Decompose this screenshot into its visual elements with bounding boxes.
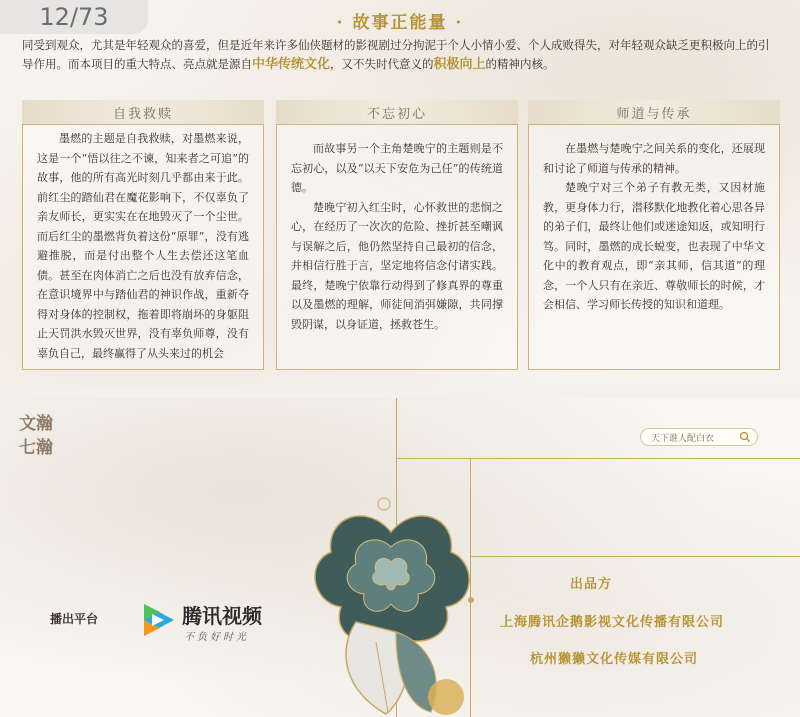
theme-box-original-aspiration [276,100,518,370]
tencent-video-logo [140,596,290,646]
platform-name: 腾讯视频 [182,604,262,628]
theme-box-body [543,139,765,315]
play-icon [140,600,178,640]
platform-slogan: 不负好时光 [184,632,249,643]
search-pill[interactable] [640,428,758,446]
theme-box-body [291,139,503,334]
logo-char: 瀚 [36,414,53,434]
theme-paragraph: 墨燃的主题是自我救赎，对墨燃来说，这是一个“悟以往之不谏，知来者之可追”的故事，他的所有高光时刻几乎都由来于此。前红尘的踏仙君在魔花影响下，不仅辜负了亲友师长，更实实在在地毁灭了一个尘世。而后红尘的墨燃背负着这份“原罪”，没有逃避推脱，而是付出整个人生去偿还这笔血债。甚至在肉体消亡之后也没有放弃信念，在意识境界中与踏仙君的神识作战，重新夺得对身体的控制权，拖着即将崩坏的身躯阻止天罚洪水毁灭世界，没有辜负师尊，没有辜负自己，最终赢得了从头来过的机会 [37,132,249,360]
theme-box-title: 自我救赎 [22,100,264,125]
theme-box-body [37,129,249,363]
theme-paragraph: 楚晚宁初入红尘时，心怀救世的悲悯之心，在经历了一次次的危险、挫折甚至嘲讽与误解之后，他仍然坚持自己最初的信念，并相信行胜于言，坚定地将信念付诸实践。最终，楚晚宁依靠行动得到了修真界的尊重以及墨燃的理解，师徒间消弭嫌隙，共同撑毁阴谋，以身证道，拯救苍生。 [291,200,503,331]
theme-box-mentorship [528,100,780,370]
theme-box-self-redemption [22,100,264,370]
intro-text-2: ，又不失时代意义的 [330,57,434,71]
company-name: 杭州獭獭文化传媒有限公司 [530,652,699,667]
producer-label: 出品方 [570,577,613,592]
page-counter: 12/73 [0,0,148,34]
theme-box-title: 师道与传承 [528,100,780,125]
company-name: 上海腾讯企鹅影视文化传播有限公司 [500,615,725,630]
section-title: · 故事正能量 · [336,13,464,33]
studio-logo [18,412,54,462]
slide-credits [0,398,800,717]
divider-horizontal-mid [470,556,800,557]
theme-paragraph: 楚晚宁对三个弟子有教无类，又因材施教，更身体力行，潜移默化地教化着心思各异的弟子们，最终让他们或迷途知返，或知明行笃。同时，墨燃的成长蜕变，也表现了中华文化中的教育观点，即“亲其师，信其道”的理念，一个人只有在亲近、尊敬师长的时候，才会相信、学习师长传授的知识和道理。 [543,181,765,311]
intro-highlight-positive: 积极向上 [433,57,486,72]
platform-label: 播出平台 [50,612,99,626]
logo-char: 文 [19,414,36,434]
intro-highlight-tradition: 中华传统文化 [252,57,331,72]
search-icon [739,431,751,443]
logo-char: 七 [19,438,36,458]
theme-box-title: 不忘初心 [276,100,518,125]
intro-paragraph [22,36,780,74]
peony-illustration [296,492,486,717]
theme-paragraph: 在墨燃与楚晚宁之间关系的变化，还展现和讨论了师道与传承的精神。 [543,142,765,175]
intro-text-3: 的精神内核。 [485,57,555,71]
logo-char: 瀚 [36,438,53,458]
intro-text-1: 同受到观众，尤其是年轻观众的喜爱，但是近年来许多仙侠题材的影视剧过分拘泥于个人小情小爱、个人成败得失，对年轻观众缺乏更积极向上的引导作用。而本项目的重大特点、亮点就是源自 [22,38,770,71]
search-pill-text: 天下谁人配白衣 [651,433,715,444]
theme-paragraph: 而故事另一个主角楚晚宁的主题则是不忘初心，以及“以天下安危为己任”的传统道德。 [291,142,503,194]
divider-horizontal-top [396,458,800,459]
